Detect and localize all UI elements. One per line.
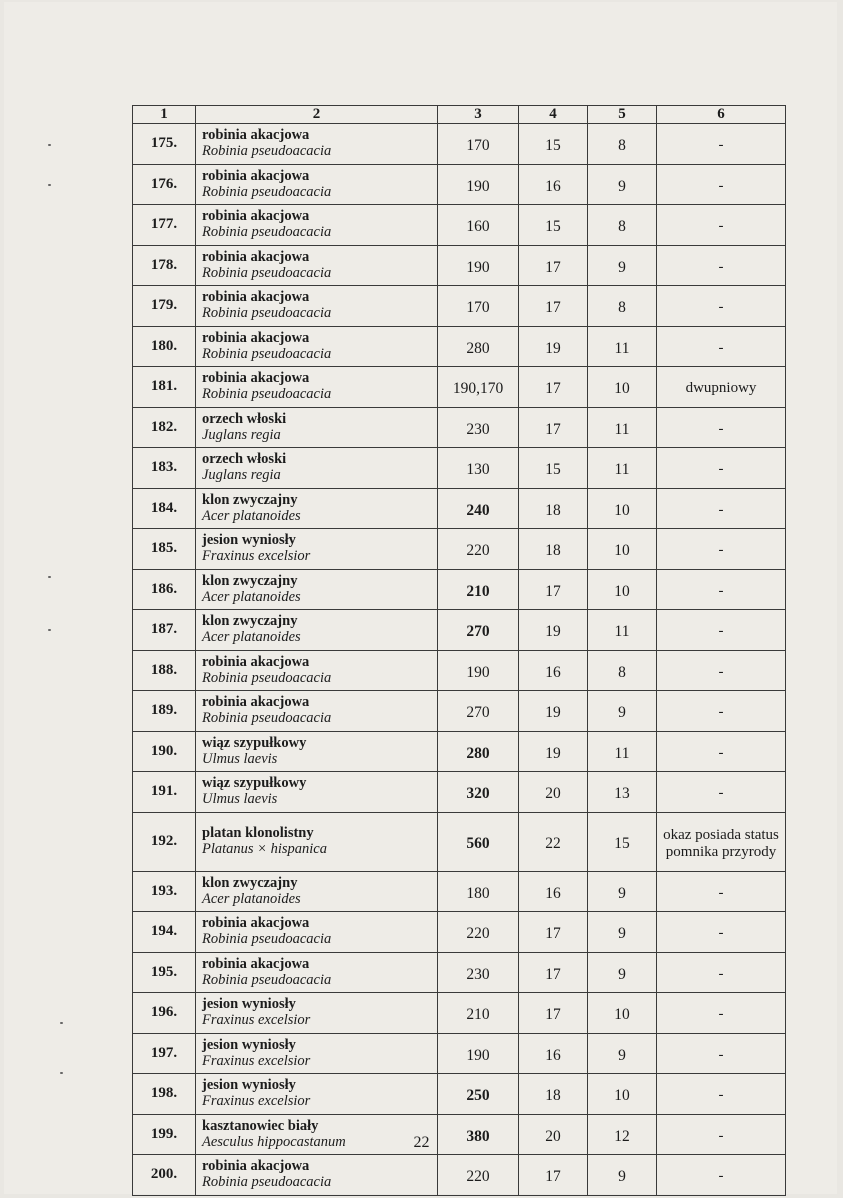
latin-name: Acer platanoides [202,507,301,524]
row-number: 197. [133,1033,196,1074]
latin-name: Aesculus hippocastanum [202,1133,346,1150]
table-row [133,610,786,651]
species-cell [196,772,438,813]
column-4-value: 17 [519,952,588,993]
polish-name: robinia akacjowa [202,955,310,972]
row-number: 182. [133,407,196,448]
column-header: 5 [588,106,657,124]
column-4-value: 18 [519,529,588,570]
column-5-value: 8 [588,286,657,327]
species-cell [196,1155,438,1196]
table-row [133,952,786,993]
remarks-cell: - [657,993,786,1034]
table-body [133,124,786,1196]
polish-name: robinia akacjowa [202,248,310,265]
polish-name: robinia akacjowa [202,915,310,932]
column-4-value: 17 [519,407,588,448]
row-number: 175. [133,124,196,165]
column-4-value: 19 [519,731,588,772]
scan-speck [48,184,51,186]
species-cell [196,952,438,993]
remarks-cell: - [657,1074,786,1115]
column-4-value: 16 [519,164,588,205]
species-cell [196,205,438,246]
column-3-value: 190 [438,650,519,691]
latin-name: Robinia pseudoacacia [202,305,332,322]
column-3-value: 320 [438,772,519,813]
row-number: 194. [133,912,196,953]
column-4-value: 17 [519,367,588,408]
column-4-value: 15 [519,448,588,489]
tree-inventory-table [132,105,786,1196]
column-3-value: 230 [438,407,519,448]
table-row [133,569,786,610]
column-5-value: 11 [588,610,657,651]
column-3-value: 280 [438,326,519,367]
polish-name: orzech włoski [202,410,287,427]
table-row [133,488,786,529]
column-3-value: 190 [438,245,519,286]
species-cell [196,1033,438,1074]
species-cell [196,650,438,691]
polish-name: jesion wyniosły [202,1077,296,1094]
row-number: 184. [133,488,196,529]
column-5-value: 10 [588,529,657,570]
column-3-value: 160 [438,205,519,246]
row-number: 200. [133,1155,196,1196]
table-row [133,326,786,367]
polish-name: robinia akacjowa [202,208,310,225]
polish-name: robinia akacjowa [202,694,310,711]
column-3-value: 230 [438,952,519,993]
column-4-value: 20 [519,1114,588,1155]
latin-name: Ulmus laevis [202,750,278,767]
column-3-value: 190,170 [438,367,519,408]
polish-name: robinia akacjowa [202,127,310,144]
column-5-value: 8 [588,205,657,246]
column-header: 2 [196,106,438,124]
row-number: 181. [133,367,196,408]
column-3-value: 380 [438,1114,519,1155]
row-number: 199. [133,1114,196,1155]
table-row [133,164,786,205]
polish-name: robinia akacjowa [202,329,310,346]
table-row [133,286,786,327]
remarks-cell: - [657,124,786,165]
column-5-value: 9 [588,871,657,912]
remarks-cell: - [657,691,786,732]
polish-name: robinia akacjowa [202,370,310,387]
column-4-value: 15 [519,124,588,165]
table-row [133,691,786,732]
table-row [133,812,786,871]
column-5-value: 8 [588,124,657,165]
polish-name: platan klonolistny [202,825,314,841]
column-3-value: 210 [438,569,519,610]
species-cell [196,407,438,448]
column-header: 3 [438,106,519,124]
table-row [133,367,786,408]
row-number: 188. [133,650,196,691]
remarks-cell: - [657,245,786,286]
remarks-cell: okaz posiada status pomnika przyrody [657,812,786,871]
remarks-cell: - [657,164,786,205]
column-4-value: 22 [519,812,588,871]
column-5-value: 9 [588,952,657,993]
column-5-value: 9 [588,912,657,953]
polish-name: kasztanowiec biały [202,1117,319,1134]
column-5-value: 9 [588,691,657,732]
species-cell [196,164,438,205]
column-4-value: 18 [519,1074,588,1115]
polish-name: jesion wyniosły [202,532,296,549]
column-3-value: 220 [438,912,519,953]
table-row [133,205,786,246]
species-cell [196,245,438,286]
column-4-value: 16 [519,1033,588,1074]
table-header [133,106,786,124]
table-row [133,871,786,912]
table-row [133,448,786,489]
table-row [133,245,786,286]
column-3-value: 280 [438,731,519,772]
column-5-value: 10 [588,367,657,408]
polish-name: orzech włoski [202,451,287,468]
column-4-value: 16 [519,650,588,691]
table-row [133,772,786,813]
latin-name: Acer platanoides [202,629,301,646]
row-number: 198. [133,1074,196,1115]
remarks-cell: dwupniowy [657,367,786,408]
row-number: 179. [133,286,196,327]
scan-speck [48,144,51,146]
latin-name: Robinia pseudoacacia [202,386,332,403]
remarks-cell: - [657,407,786,448]
species-cell [196,993,438,1034]
polish-name: wiąz szypułkowy [202,734,307,751]
column-5-value: 11 [588,731,657,772]
species-cell [196,448,438,489]
remarks-cell: - [657,952,786,993]
column-4-value: 18 [519,488,588,529]
scan-speck [48,629,51,631]
remarks-cell: - [657,610,786,651]
species-cell [196,610,438,651]
header-row [133,106,786,124]
latin-name: Juglans regia [202,467,281,484]
column-5-value: 12 [588,1114,657,1155]
species-cell [196,124,438,165]
latin-name: Robinia pseudoacacia [202,224,332,241]
scan-speck [60,1072,63,1074]
polish-name: klon zwyczajny [202,572,298,589]
column-5-value: 9 [588,1155,657,1196]
column-4-value: 17 [519,912,588,953]
scan-speck [60,1022,63,1024]
remarks-cell: - [657,1033,786,1074]
latin-name: Fraxinus excelsior [202,548,311,565]
row-number: 183. [133,448,196,489]
latin-name: Ulmus laevis [202,791,278,808]
column-5-value: 10 [588,488,657,529]
column-4-value: 19 [519,610,588,651]
scan-speck [48,576,51,578]
column-4-value: 19 [519,691,588,732]
polish-name: klon zwyczajny [202,613,298,630]
column-5-value: 11 [588,326,657,367]
column-5-value: 15 [588,812,657,871]
polish-name: robinia akacjowa [202,1158,310,1175]
page-number: 22 [413,1134,430,1151]
column-5-value: 9 [588,245,657,286]
column-4-value: 17 [519,993,588,1034]
table-row [133,407,786,448]
remarks-cell: - [657,488,786,529]
remarks-cell: - [657,1114,786,1155]
row-number: 187. [133,610,196,651]
column-3-value: 190 [438,164,519,205]
row-number: 185. [133,529,196,570]
column-3-value: 560 [438,812,519,871]
latin-name: Fraxinus excelsior [202,1093,311,1110]
remarks-cell: - [657,286,786,327]
row-number: 180. [133,326,196,367]
table-row [133,1033,786,1074]
row-number: 191. [133,772,196,813]
remarks-cell: - [657,912,786,953]
column-header: 6 [657,106,786,124]
row-number: 186. [133,569,196,610]
species-cell [196,731,438,772]
column-4-value: 17 [519,245,588,286]
column-4-value: 17 [519,569,588,610]
latin-name: Robinia pseudoacacia [202,710,332,727]
species-cell [196,912,438,953]
latin-name: Robinia pseudoacacia [202,669,332,686]
column-4-value: 16 [519,871,588,912]
row-number: 189. [133,691,196,732]
remarks-cell: - [657,650,786,691]
row-number: 190. [133,731,196,772]
latin-name: Robinia pseudoacacia [202,183,332,200]
row-number: 195. [133,952,196,993]
latin-name: Juglans regia [202,426,281,443]
species-cell [196,569,438,610]
column-3-value: 270 [438,610,519,651]
latin-name: Robinia pseudoacacia [202,931,332,948]
column-3-value: 180 [438,871,519,912]
column-5-value: 11 [588,407,657,448]
remarks-cell: - [657,731,786,772]
column-5-value: 10 [588,993,657,1034]
table-row [133,1155,786,1196]
column-5-value: 9 [588,1033,657,1074]
remarks-cell: - [657,205,786,246]
remarks-cell: - [657,772,786,813]
column-3-value: 130 [438,448,519,489]
polish-name: jesion wyniosły [202,1036,296,1053]
remarks-cell: - [657,1155,786,1196]
species-cell [196,871,438,912]
polish-name: robinia akacjowa [202,167,310,184]
latin-name: Robinia pseudoacacia [202,1174,332,1191]
polish-name: wiąz szypułkowy [202,775,307,792]
table-row [133,650,786,691]
latin-name: Fraxinus excelsior [202,1052,311,1069]
latin-name: Robinia pseudoacacia [202,345,332,362]
species-cell [196,529,438,570]
column-3-value: 250 [438,1074,519,1115]
column-header: 1 [133,106,196,124]
column-4-value: 17 [519,286,588,327]
polish-name: robinia akacjowa [202,653,310,670]
column-3-value: 210 [438,993,519,1034]
latin-name: Acer platanoides [202,588,301,605]
species-cell [196,286,438,327]
column-5-value: 8 [588,650,657,691]
species-cell [196,812,438,871]
table-row [133,1074,786,1115]
column-4-value: 19 [519,326,588,367]
column-4-value: 17 [519,1155,588,1196]
column-4-value: 20 [519,772,588,813]
column-5-value: 10 [588,1074,657,1115]
latin-name: Robinia pseudoacacia [202,971,332,988]
species-cell [196,326,438,367]
polish-name: jesion wyniosły [202,996,296,1013]
column-header: 4 [519,106,588,124]
column-5-value: 9 [588,164,657,205]
row-number: 193. [133,871,196,912]
latin-name: Robinia pseudoacacia [202,264,332,281]
table-row [133,912,786,953]
row-number: 176. [133,164,196,205]
row-number: 196. [133,993,196,1034]
column-3-value: 170 [438,286,519,327]
remarks-cell: - [657,871,786,912]
row-number: 177. [133,205,196,246]
row-number: 192. [133,812,196,871]
polish-name: robinia akacjowa [202,289,310,306]
latin-name: Fraxinus excelsior [202,1012,311,1029]
document-page [4,2,837,1194]
table-row [133,529,786,570]
remarks-cell: - [657,448,786,489]
species-cell [196,1074,438,1115]
species-cell [196,367,438,408]
column-4-value: 15 [519,205,588,246]
column-5-value: 13 [588,772,657,813]
column-3-value: 220 [438,1155,519,1196]
remarks-cell: - [657,569,786,610]
column-5-value: 11 [588,448,657,489]
latin-name: Platanus × hispanica [202,841,327,857]
species-cell [196,691,438,732]
latin-name: Acer platanoides [202,890,301,907]
latin-name: Robinia pseudoacacia [202,143,332,160]
table-row [133,124,786,165]
column-5-value: 10 [588,569,657,610]
column-3-value: 170 [438,124,519,165]
column-3-value: 190 [438,1033,519,1074]
polish-name: klon zwyczajny [202,874,298,891]
remarks-cell: - [657,529,786,570]
species-cell [196,488,438,529]
table-row [133,993,786,1034]
row-number: 178. [133,245,196,286]
polish-name: klon zwyczajny [202,491,298,508]
column-3-value: 220 [438,529,519,570]
column-3-value: 240 [438,488,519,529]
column-3-value: 270 [438,691,519,732]
table-row [133,731,786,772]
remarks-cell: - [657,326,786,367]
